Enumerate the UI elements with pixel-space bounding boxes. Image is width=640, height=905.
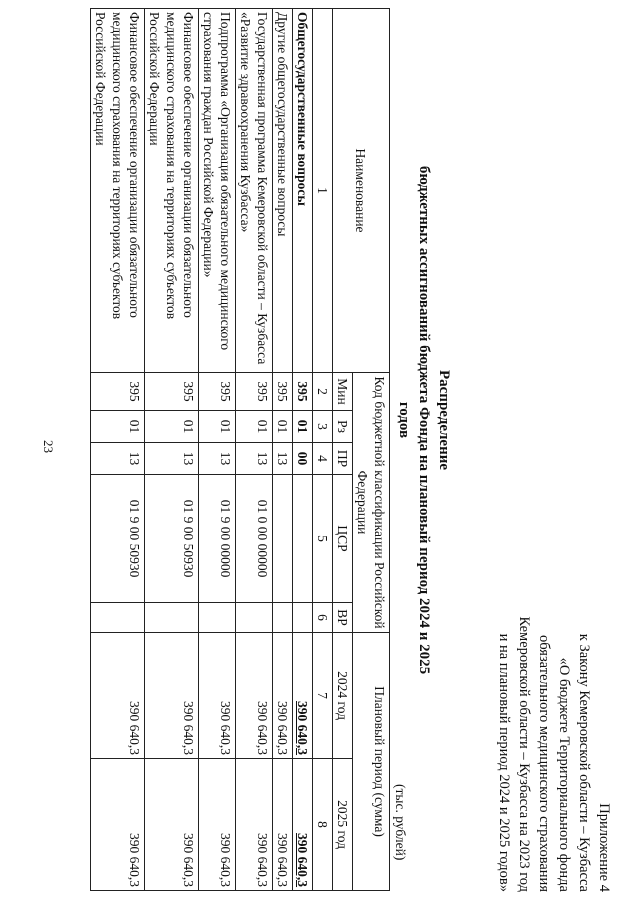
header-vr: ВР: [333, 603, 353, 633]
row-vr: [293, 603, 313, 633]
row-csr: [273, 475, 293, 603]
table-row: [145, 9, 199, 891]
row-2025: 390 640,3: [199, 759, 236, 891]
table-row: [273, 9, 293, 891]
row-rz: 01: [145, 411, 199, 443]
table-row: [199, 9, 236, 891]
table-row: [236, 9, 273, 891]
row-name: Финансовое обеспечение организации обязательного медицинского страхования на территориях субъектов Российской Федерации: [91, 9, 145, 373]
row-min: 395: [293, 373, 313, 411]
row-name: Общегосударственные вопросы: [293, 9, 313, 373]
row-pr: 13: [91, 443, 145, 475]
row-2025: 390 640,3: [273, 759, 293, 891]
appendix-line: обязательного медицинского страхования: [536, 635, 552, 892]
row-pr: 00: [293, 443, 313, 475]
row-vr: [91, 603, 145, 633]
row-csr: 01 9 00 50930: [145, 475, 199, 603]
row-vr: [236, 603, 273, 633]
row-2025: 390 640,3: [236, 759, 273, 891]
header-code-group: Код бюджетной классификации Российской Федерации: [353, 373, 390, 633]
appendix-line: и на плановый период 2024 и 2025 годов»: [496, 633, 512, 892]
row-2024: 390 640,3: [91, 633, 145, 759]
row-min: 395: [199, 373, 236, 411]
column-number: 4: [313, 443, 333, 475]
budget-table: [90, 8, 390, 891]
title-line-1: Распределение: [436, 369, 452, 471]
column-number: 8: [313, 759, 333, 891]
column-number: 6: [313, 603, 333, 633]
row-csr: [293, 475, 313, 603]
title-line-2: бюджетных ассигнований бюджета Фонда на плановый период 2024 и 2025 годов: [396, 165, 432, 675]
row-min: 395: [236, 373, 273, 411]
header-pr: ПР: [333, 443, 353, 475]
column-number: 3: [313, 411, 333, 443]
header-min: Мин: [333, 373, 353, 411]
row-csr: 01 9 00 50930: [91, 475, 145, 603]
row-2025: 390 640,3: [91, 759, 145, 891]
column-number: 7: [313, 633, 333, 759]
appendix-line: «О бюджете Территориального фонда: [556, 657, 572, 892]
row-name: Другие общегосударственные вопросы: [273, 9, 293, 373]
row-vr: [145, 603, 199, 633]
row-2024: 390 640,3: [236, 633, 273, 759]
row-rz: 01: [199, 411, 236, 443]
appendix-line: Кемеровской области – Кузбасса на 2023 год: [516, 616, 532, 892]
row-csr: 01 0 00 00000: [236, 475, 273, 603]
row-pr: 13: [273, 443, 293, 475]
row-rz: 01: [293, 411, 313, 443]
row-2025: 390 640,3: [145, 759, 199, 891]
row-2024: 390 640,3: [199, 633, 236, 759]
row-pr: 13: [145, 443, 199, 475]
row-vr: [273, 603, 293, 633]
column-number: 5: [313, 475, 333, 603]
document-title: [394, 160, 454, 680]
row-2024: 390 640,3: [145, 633, 199, 759]
row-min: 395: [145, 373, 199, 411]
row-min: 395: [273, 373, 293, 411]
row-name: Финансовое обеспечение организации обязательного медицинского страхования на территориях субъектов Российской Федерации: [145, 9, 199, 373]
row-2024: 390 640,3: [293, 633, 313, 759]
row-2025: 390 640,3: [293, 759, 313, 891]
row-rz: 01: [236, 411, 273, 443]
header-plan-group: Плановый период (сумма): [353, 633, 390, 891]
row-rz: 01: [91, 411, 145, 443]
table-row: [91, 9, 145, 891]
appendix-line: Приложение 4: [596, 803, 612, 892]
row-csr: 01 9 00 00000: [199, 475, 236, 603]
header-2025: 2025 год: [333, 759, 353, 891]
page-number: 23: [41, 440, 56, 453]
row-name: Подпрограмма «Организация обязательного медицинского страхования граждан Российской Федерации»: [199, 9, 236, 373]
header-name: Наименование: [333, 9, 390, 373]
appendix-block: [494, 520, 614, 892]
header-csr: ЦСР: [333, 475, 353, 603]
row-2024: 390 640,3: [273, 633, 293, 759]
table-row: [293, 9, 313, 891]
column-number: 2: [313, 373, 333, 411]
row-min: 395: [91, 373, 145, 411]
row-name: Государственная программа Кемеровской области – Кузбасса «Развитие здравоохранения Кузбасса»: [236, 9, 273, 373]
header-rz: Рз: [333, 411, 353, 443]
row-pr: 13: [199, 443, 236, 475]
row-pr: 13: [236, 443, 273, 475]
header-2024: 2024 год: [333, 633, 353, 759]
row-rz: 01: [273, 411, 293, 443]
column-number: 1: [313, 9, 333, 373]
row-vr: [199, 603, 236, 633]
appendix-line: к Закону Кемеровской области – Кузбасса: [576, 633, 592, 892]
units-label: (тыс. рублей): [393, 784, 408, 861]
